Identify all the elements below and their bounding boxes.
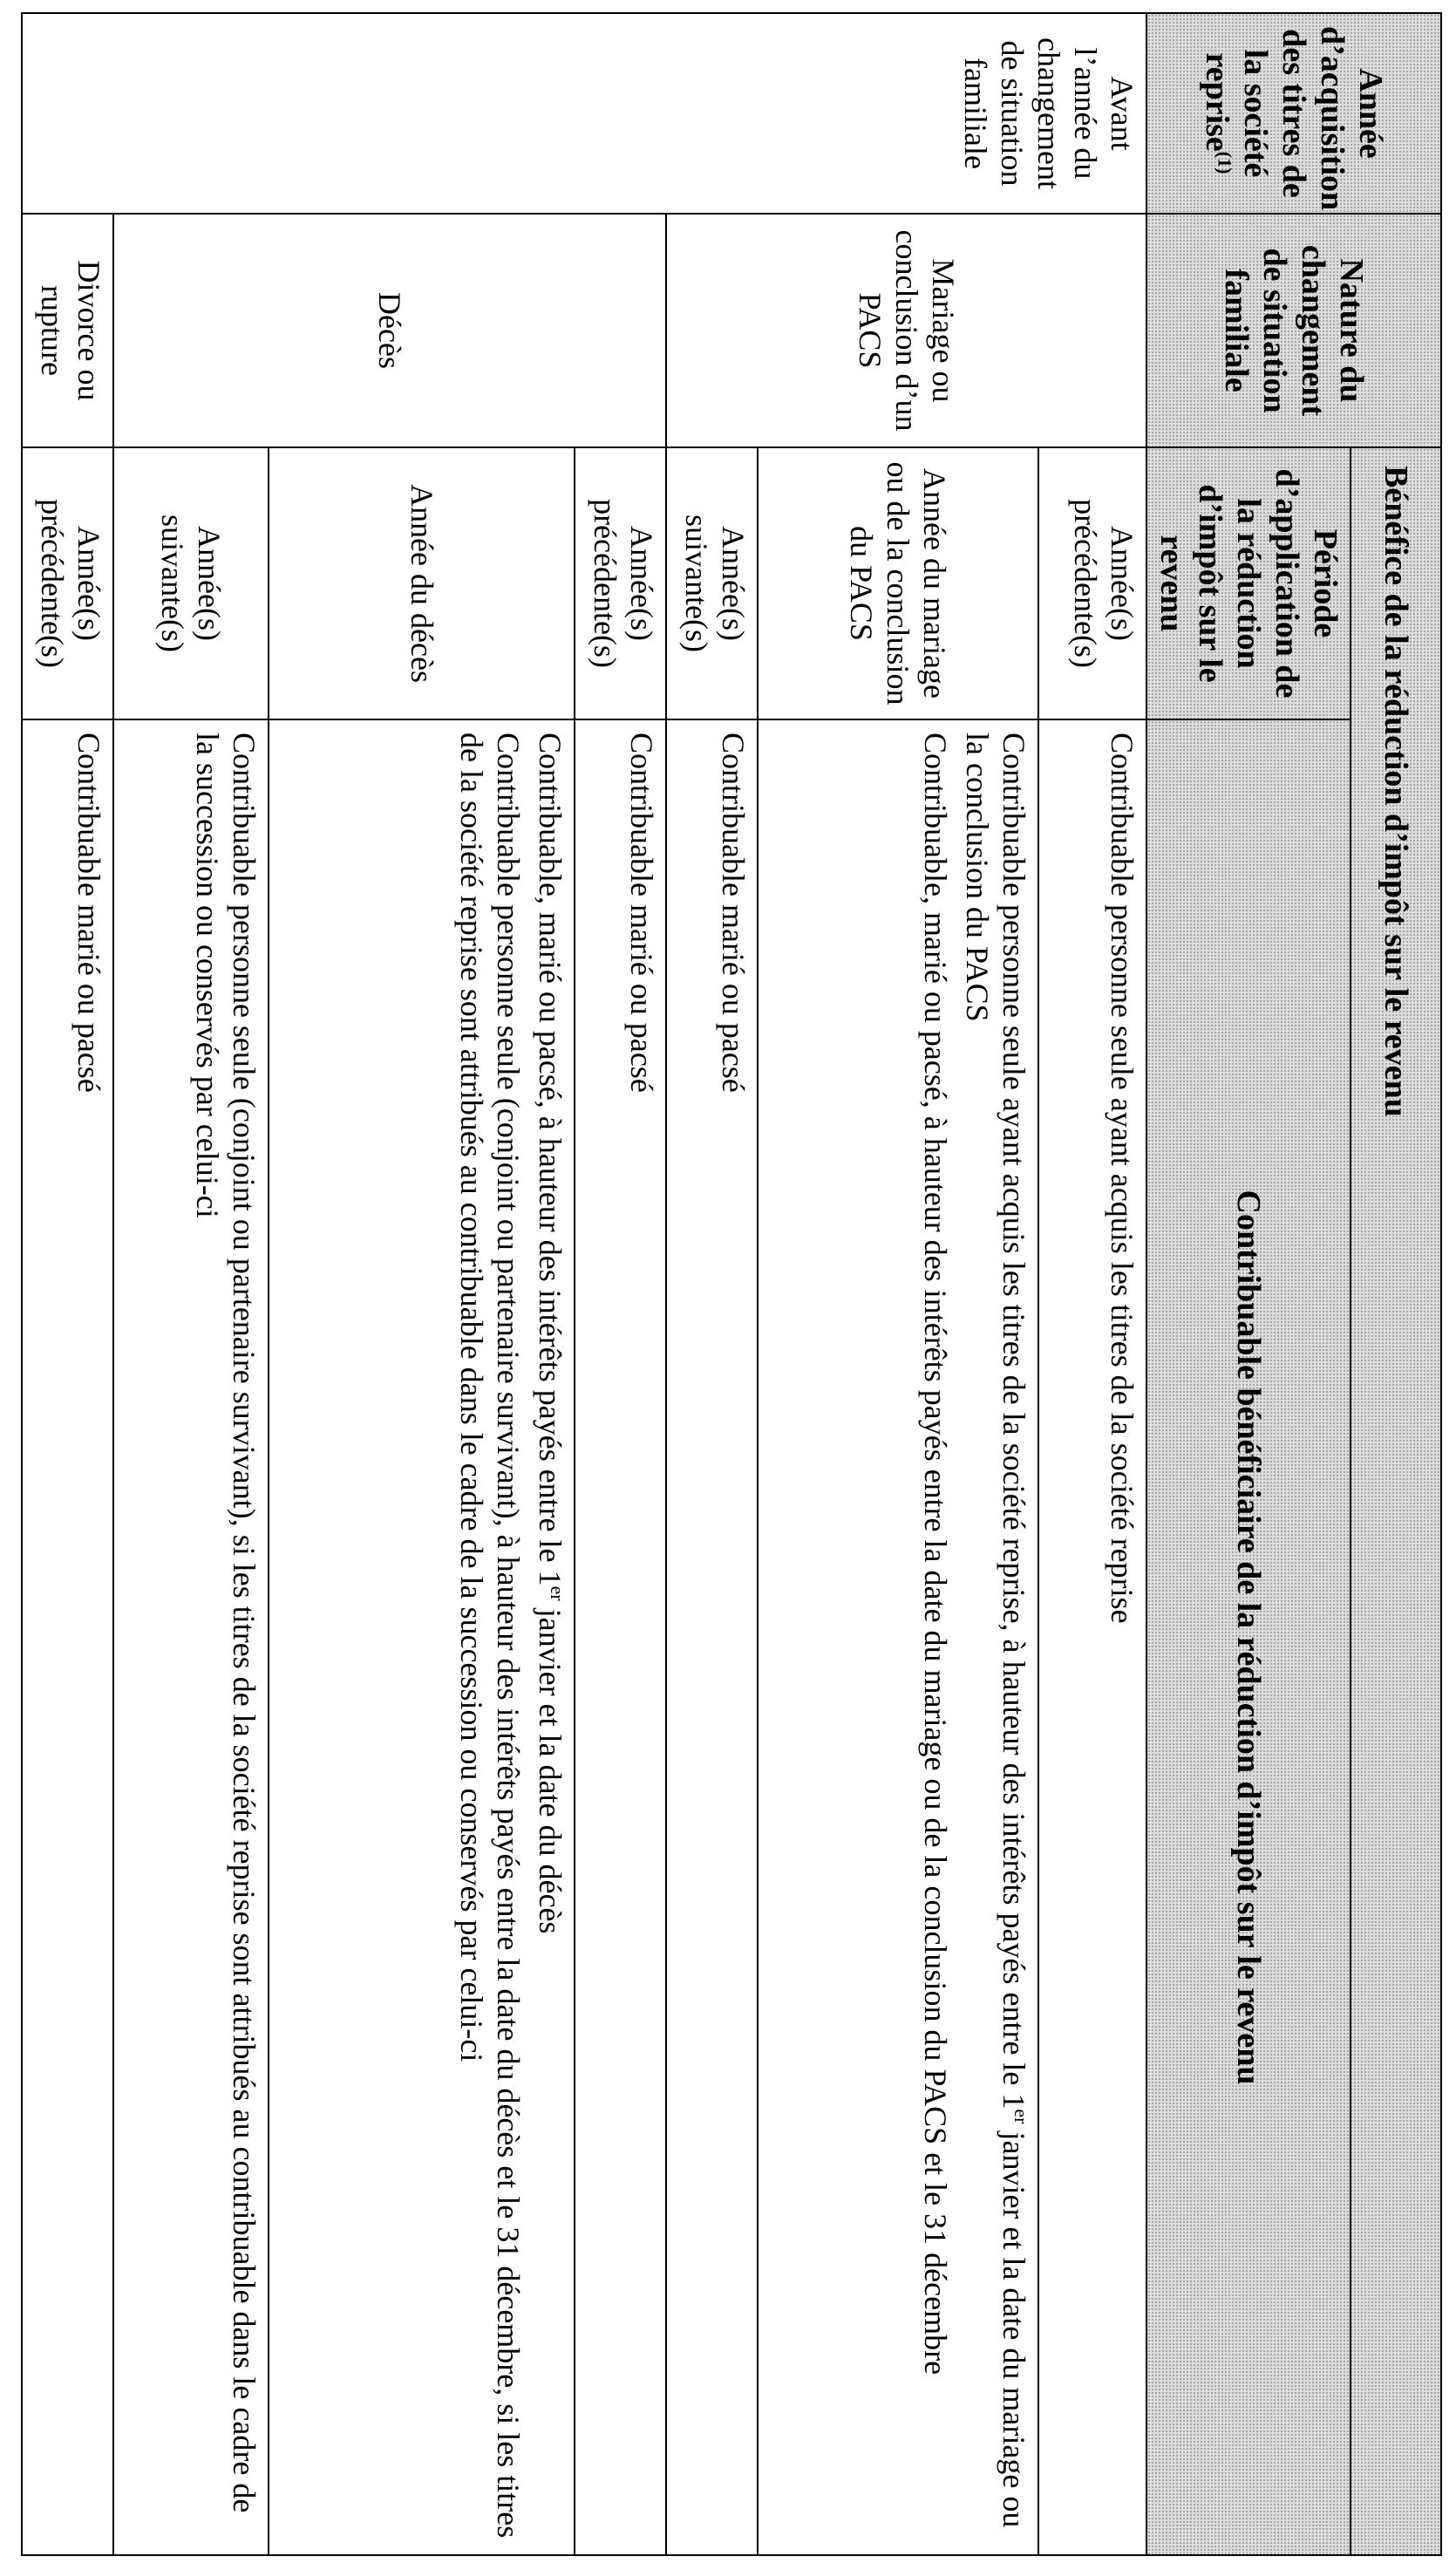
- cell-beneficiaire-row4: Contribuable marié ou pacsé: [575, 719, 666, 2555]
- cell-periode-row6: Année(s) suivante(s): [113, 447, 269, 719]
- paragraph-row5-b: Contribuable personne seule (conjoint ou partenaire survivant), à hauteur des intérêts payés entre la date du décès et le 31 décembre, si les titres de la société reprise sont attribués au contribuable dans le cadre de la succession ou conservés par celui-ci: [454, 733, 527, 2539]
- cell-nature-divorce: Divorce ou rupture: [22, 214, 113, 447]
- header-benefice-title: Bénéfice de la réduction d’impôt sur le revenu: [1351, 447, 1441, 2555]
- cell-beneficiaire-row3: Contribuable marié ou pacsé: [666, 719, 758, 2555]
- paragraph-row2-a: Contribuable personne seule ayant acquis les titres de la société reprise, à hauteur des intérêts payés entre le 1er janvier et la date du mariage ou la conclusion du PACS: [959, 733, 1032, 2528]
- paragraph-row2-b: Contribuable, marié ou pacsé, à hauteur des intérêts payés entre la date du mariage ou de la conclusion du PACS et le 31 décembre: [917, 733, 953, 2376]
- cell-nature-mariage: Mariage ou conclusion d’un PACS: [666, 214, 1146, 447]
- header-annee-acquisition: Année d’acquisition des titres de la société reprise$^{(1)}$: [1146, 13, 1441, 214]
- cell-periode-row3: Année(s) suivante(s): [666, 447, 758, 719]
- reduction-impot-table: [21, 12, 1442, 2556]
- footnote-marker: (1): [1214, 151, 1236, 174]
- cell-periode-row7: Année(s) précédente(s): [22, 447, 113, 719]
- cell-beneficiaire-row7: Contribuable marié ou pacsé: [22, 719, 113, 2555]
- cell-acquisition-avant: Avant l’année du changement de situation familiale: [22, 13, 1146, 214]
- cell-periode-row5: Année du décès: [269, 447, 575, 719]
- cell-beneficiaire-row2: [758, 719, 1038, 2555]
- cell-beneficiaire-row6: Contribuable personne seule (conjoint ou partenaire survivant), si les titres de la société reprise sont attribués au contribuable dans le cadre de la succession ou conservés par celui-ci: [113, 719, 269, 2555]
- cell-periode-row4: Année(s) précédente(s): [575, 447, 666, 719]
- header-periode: Période d’application de la réduction d’impôt sur le revenu: [1146, 447, 1351, 719]
- cell-nature-deces: Décès: [113, 214, 666, 447]
- cell-periode-row2: Année du mariage ou de la conclusion du PACS: [758, 447, 1038, 719]
- cell-beneficiaire-row5: [269, 719, 575, 2555]
- header-nature-changement: Nature du changement de situation familiale: [1146, 214, 1441, 447]
- cell-periode-row1: Année(s) précédente(s): [1038, 447, 1146, 719]
- cell-beneficiaire-row1: Contribuable personne seule ayant acquis les titres de la société reprise: [1038, 719, 1146, 2555]
- header-beneficiaire: Contribuable bénéficiaire de la réduction d’impôt sur le revenu: [1146, 719, 1351, 2555]
- paragraph-row5-a: Contribuable, marié ou pacsé, à hauteur des intérêts payés entre le 1er janvier et la date du décès: [533, 733, 569, 1934]
